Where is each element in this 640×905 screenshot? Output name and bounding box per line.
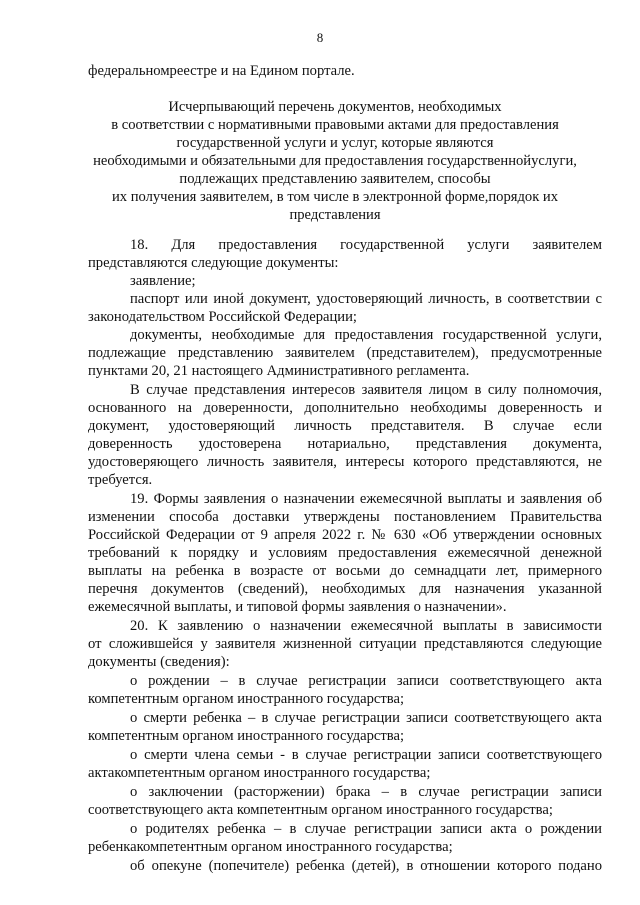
text-line: документы, необходимые для предоставления государственной услуги, [130, 327, 602, 343]
heading-line: государственной услуги и услуг, которые являются [176, 135, 494, 151]
text-line: подлежащие представлению заявителем (представителем), предусмотренные [88, 345, 602, 361]
text-line: документы (сведения): [88, 654, 230, 670]
text-line: ребенкакомпетентным органом иностранного государства; [88, 839, 453, 855]
heading-line: Исчерпывающий перечень документов, необходимых [168, 99, 502, 115]
text-line: о рождении – в случае регистрации записи соответствующего акта [130, 673, 602, 689]
text-line: компетентным органом иностранного государства; [88, 728, 405, 744]
text-line: 19. Формы заявления о назначении ежемесячной выплаты и заявления об [130, 491, 602, 507]
text-line: пунктами 20, 21 настоящего Административного регламента. [88, 363, 470, 379]
text-line: соответствующего акта компетентным органом иностранного государства; [88, 802, 553, 818]
text-line: В случае представления интересов заявителя лицом в силу полномочия, [130, 382, 602, 398]
text-line: паспорт или иной документ, удостоверяющий личность, в соответствии с [130, 291, 602, 307]
intro-line: федеральномреестре и на Едином портале. [88, 63, 355, 79]
heading-line: представления [289, 207, 381, 223]
text-line: от сложившейся у заявителя жизненной ситуации представляются следующие [88, 636, 602, 652]
text-line: законодательством Российской Федерации; [88, 309, 357, 325]
text-line: документ, удостоверяющий личность представителя. В случае если [88, 418, 602, 434]
text-line: компетентным органом иностранного государства; [88, 691, 405, 707]
text-line: о смерти члена семьи - в случае регистрации записи соответствующего [130, 747, 602, 763]
list-item: об опекуне (попечителе) ребенка (детей), в отношении которого подано [130, 858, 602, 874]
text-line: требований к порядку и условиям предоставления ежемесячной денежной [88, 545, 602, 561]
text-line: представляются следующие документы: [88, 255, 339, 271]
text-line: о заключении (расторжении) брака – в случае регистрации записи [130, 784, 602, 800]
text-line: доверенность удостоверена нотариально, представления документа, [88, 436, 602, 452]
text-line: 18. Для предоставления государственной услуги заявителем [130, 237, 602, 253]
text-line: изменении способа доставки утверждены постановлением Правительства [88, 509, 602, 525]
text-line: 20. К заявлению о назначении ежемесячной выплаты в зависимости [130, 618, 602, 634]
heading-line: необходимыми и обязательными для предоставления государственнойуслуги, [93, 153, 577, 169]
text-line: основанного на доверенности, дополнительно необходимы доверенность и [88, 400, 602, 416]
text-line: актакомпетентным органом иностранного государства; [88, 765, 431, 781]
page-number: 8 [316, 30, 324, 45]
text-line: о родителях ребенка – в случае регистрации записи акта о рождении [130, 821, 602, 837]
list-item: заявление; [130, 273, 196, 289]
heading-line: их получения заявителем, в том числе в электронной форме,порядок их [111, 189, 559, 205]
text-line: о смерти ребенка – в случае регистрации записи соответствующего акта [130, 710, 602, 726]
text-line: требуется. [88, 472, 153, 488]
heading-line: в соответствии с нормативными правовыми актами для предоставления [111, 117, 559, 133]
text-line: ежемесячной выплаты, и типовой формы заявления о назначении». [88, 599, 507, 615]
text-line: выплаты на ребенка в возрасте от восьми до семнадцати лет, примерного [88, 563, 602, 579]
text-line: Российской Федерации от 9 апреля 2022 г. № 630 «Об утверждении основных [88, 527, 602, 543]
text-line: удостоверяющего личность заявителя, интересы которого представляются, не [88, 454, 602, 470]
text-line: перечня документов (сведений), необходимых для назначения указанной [88, 581, 602, 597]
heading-line: подлежащих представлению заявителем, способы [179, 171, 491, 187]
